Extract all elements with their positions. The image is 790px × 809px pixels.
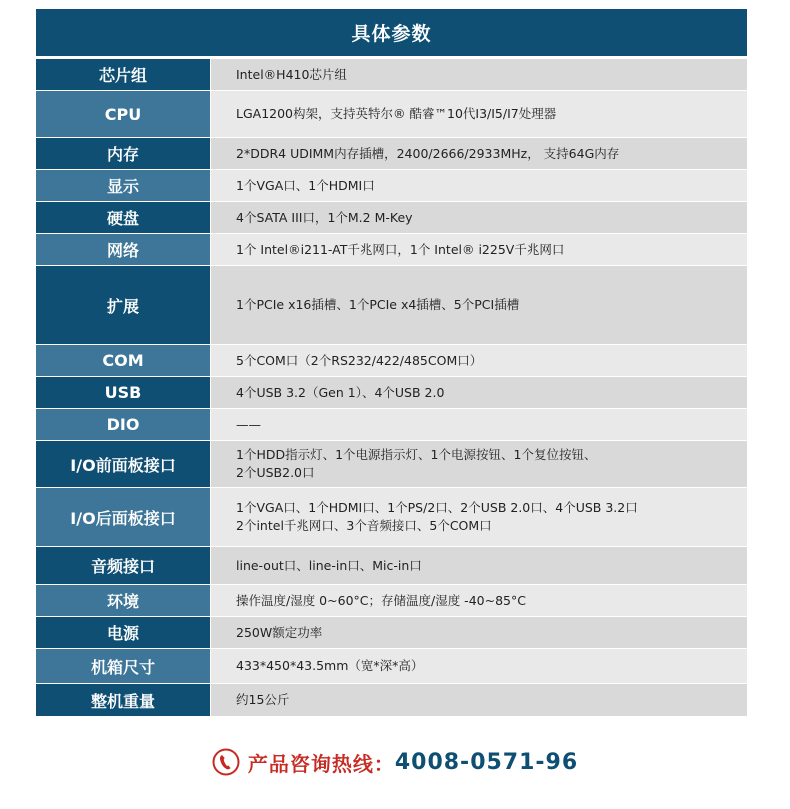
spec-value [211,234,747,265]
spec-row [36,91,747,138]
spec-row [36,345,747,377]
spec-value-line: Intel®H410芯片组 [236,66,347,82]
spec-value-line: line-out口、line-in口、Mic-in口 [236,557,422,573]
spec-value-line: 1个PCIe x16插槽、1个PCIe x4插槽、5个PCI插槽 [236,297,520,312]
spec-value [211,547,747,584]
spec-value [211,488,747,546]
spec-key: 电源 [36,617,211,648]
spec-value [211,377,747,408]
spec-key: 显示 [36,170,211,201]
spec-value-line: 1个VGA口、1个HDMI口 [236,177,375,193]
spec-value-line: 2个intel千兆网口、3个音频接口、5个COM口 [236,518,492,533]
spec-row [36,59,747,91]
spec-row [36,649,747,684]
spec-key: COM [36,345,211,376]
spec-value-line: 4个SATA III口，1个M.2 M-Key [236,209,413,225]
spec-row [36,377,747,409]
phone-icon [212,748,240,776]
spec-value [211,266,747,344]
spec-row [36,170,747,202]
spec-row [36,234,747,266]
spec-key: DIO [36,409,211,440]
spec-value [211,138,747,169]
spec-row [36,409,747,441]
spec-row [36,441,747,488]
spec-key: 扩展 [36,266,211,344]
spec-value [211,585,747,616]
spec-value [211,170,747,201]
spec-value-line: 1个HDD指示灯、1个电源指示灯、1个电源按钮、1个复位按钮、 [236,447,597,462]
spec-row [36,266,747,345]
spec-value-line: 433*450*43.5mm（宽*深*高） [236,658,424,673]
spec-key: 内存 [36,138,211,169]
hotline-footer [0,744,790,780]
spec-value [211,409,747,440]
spec-value-line: 约15公斤 [236,692,290,707]
spec-key: USB [36,377,211,408]
spec-value [211,684,747,716]
spec-value-line: 4个USB 3.2（Gen 1）、4个USB 2.0 [236,384,445,400]
spec-key: 芯片组 [36,59,211,90]
spec-value-line: —— [236,416,261,432]
spec-value [211,202,747,233]
spec-row [36,202,747,234]
spec-value-line: LGA1200构架，支持英特尔® 酷睿™10代I3/I5/I7处理器 [236,106,557,121]
spec-value-line: 5个COM口（2个RS232/422/485COM口） [236,352,483,368]
spec-value-line: 2*DDR4 UDIMM内存插槽，2400/2666/2933MHz， 支持64G内存 [236,145,620,161]
spec-value-line: 1个 Intel®i211-AT千兆网口，1个 Intel® i225V千兆网口 [236,241,565,257]
spec-rows [36,59,747,717]
spec-value [211,91,747,137]
spec-value [211,649,747,683]
spec-value [211,59,747,90]
spec-key: 环境 [36,585,211,616]
spec-key: CPU [36,91,211,137]
spec-value-line: 操作温度/湿度 0~60°C；存储温度/湿度 -40~85°C [236,592,526,608]
spec-value [211,345,747,376]
spec-value [211,617,747,648]
spec-key: 网络 [36,234,211,265]
spec-value [211,441,747,487]
spec-key: 机箱尺寸 [36,649,211,683]
spec-row [36,585,747,617]
spec-value-line: 1个VGA口、1个HDMI口、1个PS/2口、2个USB 2.0口、4个USB 3.2口 [236,500,638,515]
spec-row [36,488,747,547]
hotline-label: 产品咨询热线： [247,751,395,776]
spec-value-line: 250W额定功率 [236,624,323,640]
table-title: 具体参数 [36,9,747,56]
spec-row [36,138,747,170]
spec-key: 硬盘 [36,202,211,233]
spec-table [36,9,747,717]
spec-row [36,547,747,585]
spec-key: I/O前面板接口 [36,441,211,487]
spec-key: I/O后面板接口 [36,488,211,546]
hotline-number: 4008-0571-96 [394,749,579,775]
spec-key: 音频接口 [36,547,211,584]
spec-value-line: 2个USB2.0口 [236,465,315,480]
spec-key: 整机重量 [36,684,211,716]
spec-row [36,684,747,717]
spec-row [36,617,747,649]
